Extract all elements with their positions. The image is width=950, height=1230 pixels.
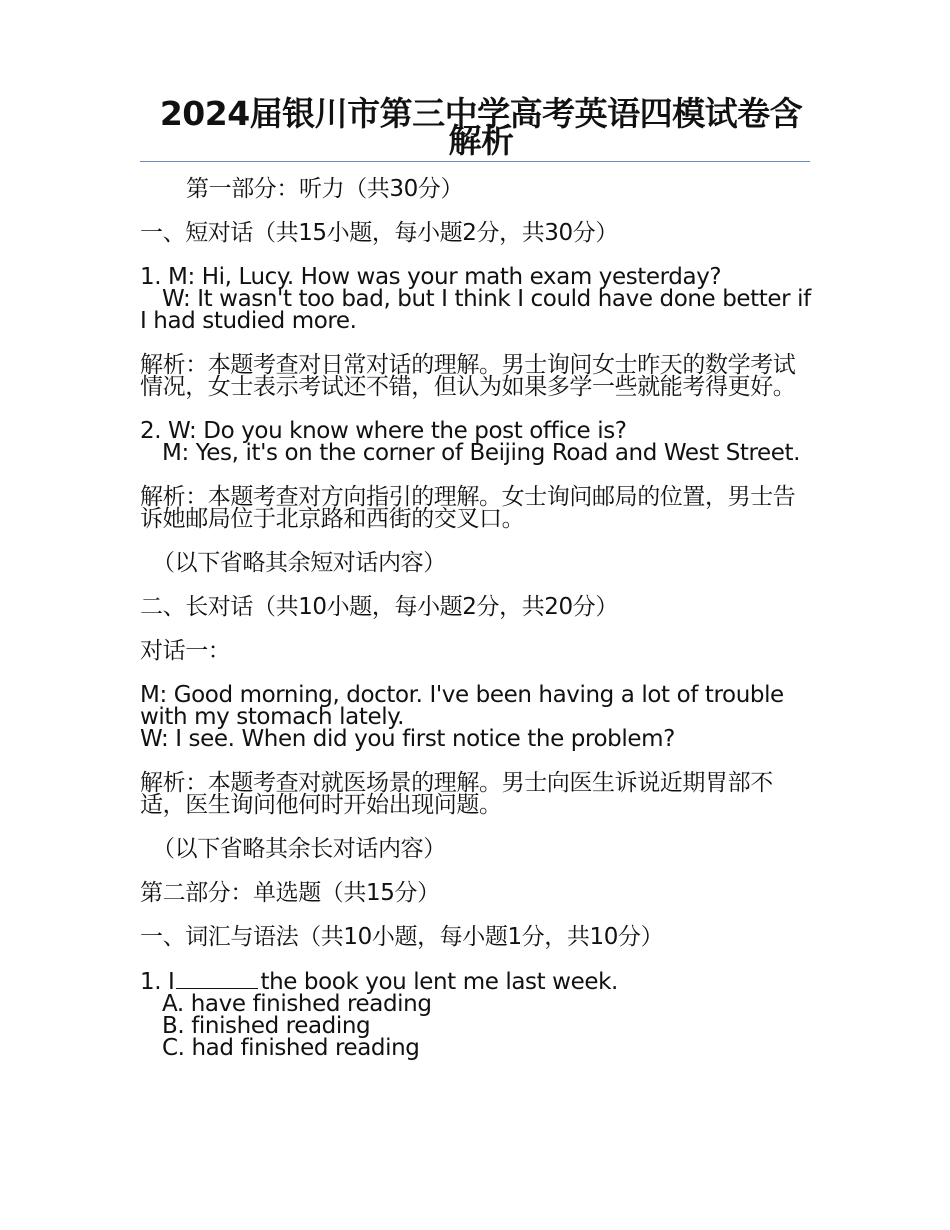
dialogue-1 bbox=[140, 684, 812, 750]
question-1-line2: W: It wasn't too bad, but I think I could have done better if I had studied more. bbox=[140, 286, 811, 334]
mc-option-b: B. finished reading bbox=[162, 1013, 371, 1039]
dialogue-1-line1: M: Good morning, doctor. I've been having a lot of trouble with my stomach lately. bbox=[140, 682, 784, 730]
question-2-line2: M: Yes, it's on the corner of Beijing Road and West Street. bbox=[162, 440, 801, 466]
omit-long-note: （以下省略其余长对话内容） bbox=[152, 836, 446, 862]
section2-heading: 二、长对话（共10小题，每小题2分，共20分） bbox=[140, 594, 618, 620]
mc-question-1 bbox=[140, 970, 812, 1059]
part1-heading: 第一部分：听力（共30分） bbox=[186, 176, 464, 202]
part2-heading: 第二部分：单选题（共15分） bbox=[140, 880, 440, 906]
mc-option-c: C. had finished reading bbox=[162, 1035, 420, 1061]
title-divider bbox=[140, 161, 810, 162]
question-1 bbox=[140, 266, 812, 332]
document-title: 2024届银川市第三中学高考英语四模试卷含解析 bbox=[159, 94, 803, 160]
answer-blank bbox=[176, 970, 258, 989]
section1-heading: 一、短对话（共15小题，每小题2分，共30分） bbox=[140, 220, 618, 246]
vocab-heading: 一、词汇与语法（共10小题，每小题1分，共10分） bbox=[140, 924, 664, 950]
question-1-line1: 1. M: Hi, Lucy. How was your math exam yesterday? bbox=[140, 264, 722, 290]
mc-question-1-stem-before: 1. I bbox=[140, 969, 175, 995]
dialogue1-label: 对话一： bbox=[140, 638, 231, 664]
question-2 bbox=[140, 420, 812, 464]
question-1-analysis: 解析：本题考查对日常对话的理解。男士询问女士昨天的数学考试情况，女士表示考试还不错，但认为如果多学一些就能考得更好。 bbox=[140, 352, 796, 400]
mc-option-a: A. have finished reading bbox=[162, 991, 432, 1017]
document-body bbox=[140, 178, 812, 1081]
dialogue-1-line2: W: I see. When did you first notice the problem? bbox=[140, 726, 675, 752]
question-2-analysis: 解析：本题考查对方向指引的理解。女士询问邮局的位置，男士告诉她邮局位于北京路和西街的交叉口。 bbox=[140, 484, 796, 532]
mc-question-1-stem-after: the book you lent me last week. bbox=[260, 969, 618, 995]
question-2-line1: 2. W: Do you know where the post office is? bbox=[140, 418, 627, 444]
dialogue-1-analysis: 解析：本题考查对就医场景的理解。男士向医生诉说近期胃部不适，医生询问他何时开始出现问题。 bbox=[140, 770, 773, 818]
mc-question-1-stem bbox=[140, 970, 812, 993]
omit-short-note: （以下省略其余短对话内容） bbox=[152, 550, 446, 576]
